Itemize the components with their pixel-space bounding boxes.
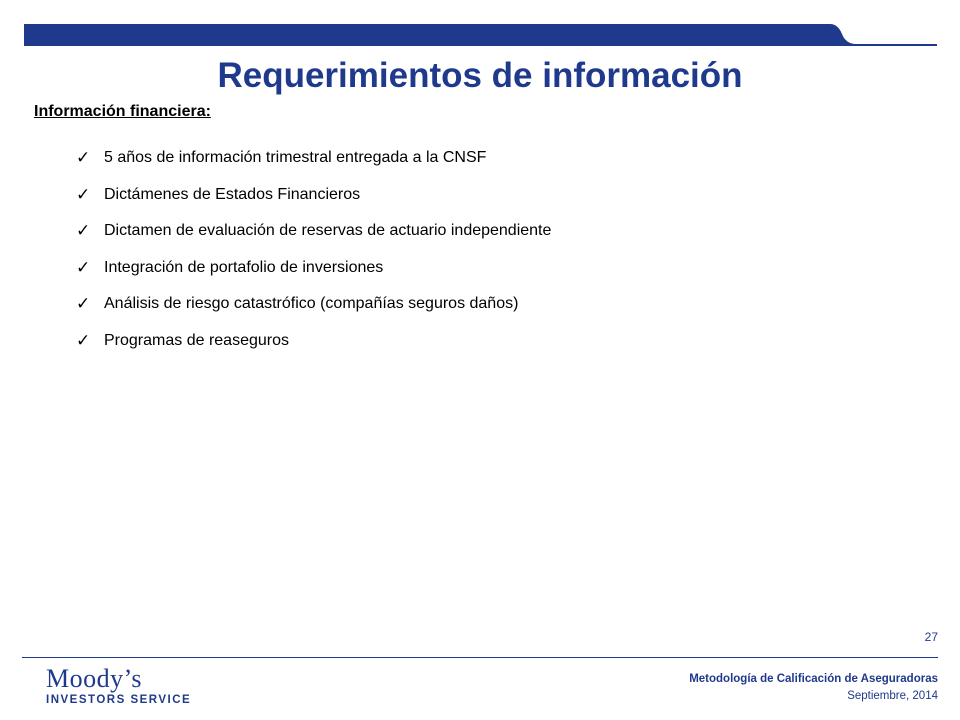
list-item [76,250,551,287]
checkmark-icon: ✓ [76,184,91,205]
list-item-text: Análisis de riesgo catastrófico (compañías seguros daños) [104,295,519,313]
list-item-text: Dictámenes de Estados Financieros [104,185,361,203]
document-date: Septiembre, 2014 [847,690,938,702]
list-item [76,140,551,177]
section-heading: Información financiera: [34,103,211,120]
list-item [76,323,551,360]
logo-wordmark: Moody’s [46,664,142,693]
page-number: 27 [924,630,938,644]
footer-divider [22,657,938,658]
list-item-text: Dictamen de evaluación de reservas de actuario independiente [104,222,552,240]
list-item-text: 5 años de información trimestral entregada a la CNSF [104,149,487,167]
checkmark-icon: ✓ [76,294,91,315]
logo-subtitle: INVESTORS SERVICE [46,694,192,706]
footer-info [689,670,938,704]
checkmark-icon: ✓ [76,221,91,242]
list-item [76,286,551,323]
checkmark-icon: ✓ [76,257,91,278]
header-banner [0,0,960,60]
list-item [76,177,551,214]
document-title: Metodología de Calificación de Aseguradoras [689,673,938,685]
slide-title: Requerimientos de información [217,56,743,95]
list-item-text: Integración de portafolio de inversiones [104,258,384,276]
requirements-checklist [76,140,551,359]
checkmark-icon: ✓ [76,148,91,169]
list-item-text: Programas de reaseguros [104,331,289,349]
checkmark-icon: ✓ [76,330,91,351]
moodys-logo [46,665,191,707]
list-item [76,213,551,250]
